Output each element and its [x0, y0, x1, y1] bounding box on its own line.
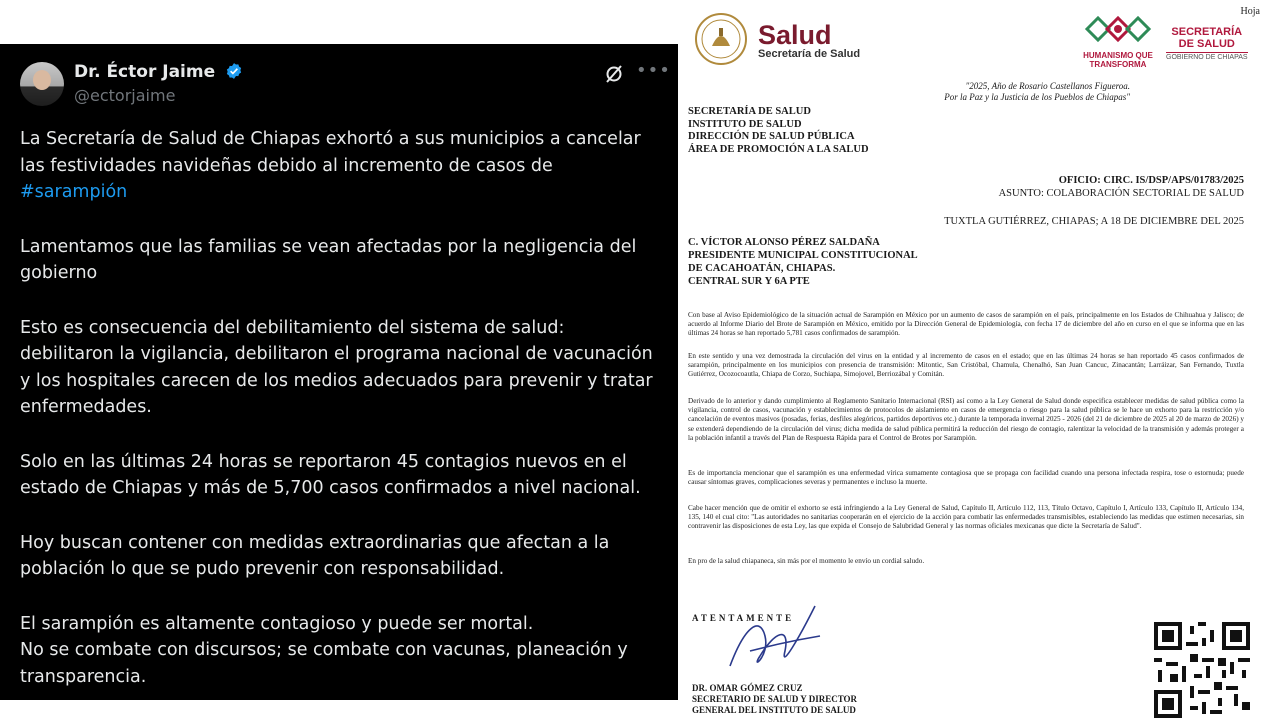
tweet-paragraph-1-text: La Secretaría de Salud de Chiapas exhortó a sus municipios a cancelar las festividades navideñas debido al incremento de casos de: [20, 129, 641, 176]
secretaria-logo-line-2: DE SALUD: [1178, 38, 1235, 50]
sheet-label: Hoja: [1240, 6, 1260, 17]
secretaria-logo-line-1: SECRETARÍA: [1171, 26, 1243, 38]
author-name-row[interactable]: [74, 62, 243, 82]
tweet-card: [0, 44, 678, 700]
motto-line-2: Por la Paz y la Justicia de los Pueblos de Chiapas": [944, 92, 1130, 102]
org-line-2: INSTITUTO DE SALUD: [688, 118, 802, 130]
secretaria-logo-line-3: GOBIERNO DE CHIAPAS: [1166, 54, 1248, 61]
mexico-seal-icon: [694, 12, 748, 66]
avatar-face: [33, 70, 51, 90]
motto-line-1: "2025, Año de Rosario Castellanos Figueroa.: [965, 81, 1130, 91]
doc-paragraph-1: Con base al Aviso Epidemiológico de la situación actual de Sarampión en México por un aumento de casos de sarampión en el país, principalmente en los Estados de Chihuahua y Jalisco; de acuerdo al Informe Diario del Brote de Sarampión en México, emitido por la Dirección General de Epidemiología, con fecha 17 de diciembre del año en curso en el que se informa que en las últimas 24 horas se han reportado 5,781 casos confirmados de sarampión.: [688, 311, 1244, 338]
signer-line-3: GENERAL DEL INSTITUTO DE SALUD: [692, 705, 856, 715]
humanismo-emblem-icon: [1083, 14, 1153, 44]
addressee-line-1: C. VÍCTOR ALONSO PÉREZ SALDAÑA: [688, 237, 880, 248]
tweet-paragraph-1: [20, 126, 660, 206]
hashtag-link[interactable]: #sarampión: [20, 182, 128, 202]
doc-paragraph-5: Cabe hacer mención que de omitir el exhorto se está infringiendo a la Ley General de Salud, Capítulo II, Artículo 112, 113, Título Octavo, Capítulo I, Artículo 133, Capítulo II, Artículo 134, 135, 140 el cual cito: "Las autoridades no sanitarias cooperarán en el ejercicio de la acción para combatir las enfermedades transmisibles, estableciendo las medidas que estimen necesarias, sin contravenir las disposiciones de esta Ley, las que expida el Consejo de Salubridad General y las normas oficiales mexicanas que dicte la Secretaría de Salud".: [688, 504, 1244, 531]
issuing-organization: [688, 106, 869, 156]
doc-paragraph-3: Derivado de lo anterior y dando cumplimiento al Reglamento Sanitario Internacional (RSI) así como a la Ley General de Salud donde especifica establecer medidas de salud pública como la vigilancia, control de casos, vacunación y establecimientos de protocolos de aislamiento en casos de emergencia o riesgo para la salud pública se le hace un exhorto para la restricción y/o cancelación de eventos masivos (posadas, ferias, desfiles alegóricos, partidos deportivos etc.) durante la temporada invernal 2025 - 2026 (del 21 de diciembre de 2025 al 20 de marzo de 2026) y se extenderá dependiendo de la circulación del virus; dicha medida de salud pública permitirá la reducción del riesgo de contagio, ralentizar la velocidad de la transmisión y además proteger a la población infantil a través del Plan de Respuesta Rápida para el Control de Brotes por Sarampión.: [688, 397, 1244, 442]
addressee-line-2: PRESIDENTE MUNICIPAL CONSTITUCIONAL: [688, 250, 918, 261]
avatar[interactable]: [20, 62, 64, 106]
signer-line-2: SECRETARIO DE SALUD Y DIRECTOR: [692, 694, 858, 704]
verified-badge-icon: [225, 62, 243, 80]
author-name[interactable]: Dr. Éctor Jaime: [74, 62, 216, 82]
year-motto: [830, 81, 1130, 103]
addressee-line-3: DE CACAHOATÁN, CHIAPAS.: [688, 263, 836, 274]
tweet-paragraph-6-line-1: El sarampión es altamente contagioso y puede ser mortal.: [20, 613, 534, 634]
humanismo-logo: [1080, 14, 1156, 69]
tweet-paragraph-3: Esto es consecuencia del debilitamiento del sistema de salud: debilitaron la vigilancia, debilitaron el programa nacional de vacunación y los hospitales carecen de los medios adecuados para prevenir y tratar enfermedades.: [20, 317, 653, 417]
author-handle[interactable]: @ectorjaime: [74, 86, 176, 105]
addressee: [688, 236, 918, 288]
signer-block: [692, 683, 857, 716]
closing-text: ATENTAMENTE: [692, 613, 795, 623]
doc-paragraph-6: En pro de la salud chiapaneca, sin más por el momento le envío un cordial saludo.: [688, 557, 925, 565]
handwritten-signature: [720, 596, 830, 686]
tweet-paragraph-2: Lamentamos que las familias se vean afectadas por la negligencia del gobierno: [20, 236, 637, 283]
org-line-3: DIRECCIÓN DE SALUD PÚBLICA: [688, 131, 855, 142]
place-date: TUXTLA GUTIÉRREZ, CHIAPAS; A 18 DE DICIEMBRE DEL 2025: [944, 216, 1244, 227]
secretaria-logo: [1166, 26, 1248, 61]
qr-code: [1154, 622, 1250, 718]
grok-icon[interactable]: [604, 64, 624, 84]
oficio-number: OFICIO: CIRC. IS/DSP/APS/01783/2025: [1058, 175, 1244, 186]
salud-logo: [758, 22, 860, 60]
tweet-paragraph-4: Solo en las últimas 24 horas se reportaron 45 contagios nuevos en el estado de Chiapas y más de 5,700 casos confirmados a nivel nacional.: [20, 451, 641, 498]
doc-paragraph-4: Es de importancia mencionar que el sarampión es una enfermedad vírica sumamente contagiosa que se propaga con facilidad cuando una persona infectada respira, tose o estornuda; puede causar síntomas graves, complicaciones severas y permanentes e incluso la muerte.: [688, 469, 1244, 487]
more-options-icon[interactable]: •••: [636, 60, 671, 81]
tweet-paragraph-6: [20, 611, 660, 691]
org-line-1: SECRETARÍA DE SALUD: [688, 106, 811, 117]
humanismo-text: HUMANISMO QUE TRANSFORMA: [1083, 51, 1153, 69]
addressee-line-4: CENTRAL SUR Y 6A PTE: [688, 276, 810, 287]
signer-line-1: DR. OMAR GÓMEZ CRUZ: [692, 683, 803, 693]
org-line-4: ÁREA DE PROMOCIÓN A LA SALUD: [688, 143, 869, 155]
oficio-block: [999, 175, 1244, 200]
salud-logo-subtitle: Secretaría de Salud: [758, 48, 861, 60]
tweet-body: [20, 126, 660, 718]
tweet-paragraph-5: Hoy buscan contener con medidas extraordinarias que afectan a la población lo que se pudo prevenir con responsabilidad.: [20, 532, 610, 579]
tweet-paragraph-6-line-2: No se combate con discursos; se combate con vacunas, planeación y transparencia.: [20, 640, 628, 687]
attached-document-image[interactable]: [680, 0, 1280, 720]
asunto: ASUNTO: COLABORACIÓN SECTORIAL DE SALUD: [998, 187, 1244, 199]
doc-paragraph-2: En este sentido y una vez demostrada la circulación del virus en la entidad y al incremento de casos en el estado; que en las últimas 24 horas se han reportado 45 casos confirmados de sarampión, principalmente en los municipios con presencia de transmisión: Mitontic, San Cristóbal, Chamula, Chenalhó, San Juan Cancuc, Zinacantán; Larráizar, San Fernando, Tuxtla Gutiérrez, Ocozocoautla, Chiapa de Corzo, Suchiapa, Simojovel, Berriozábal y Comitán.: [688, 352, 1244, 379]
salud-logo-title: Salud: [758, 20, 832, 50]
